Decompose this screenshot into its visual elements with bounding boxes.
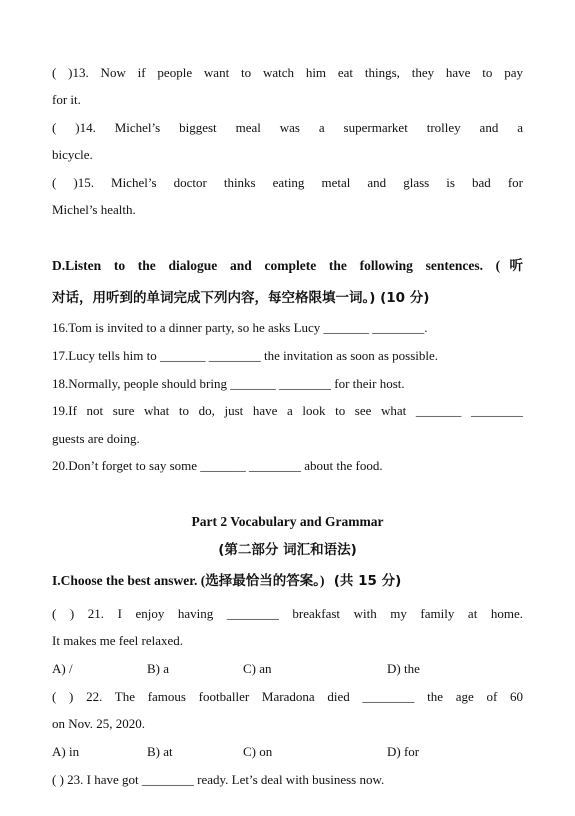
question-21-line-2: It makes me feel relaxed.	[52, 633, 184, 648]
question-21-line-1: ( ) 21. I enjoy having ________ breakfast with my family at home.	[52, 606, 523, 621]
part-2-title: Part 2 Vocabulary and Grammar	[191, 514, 384, 529]
part-2-subtitle: (第二部分 词汇和语法)	[218, 542, 357, 558]
question-14-line-1: ( )14. Michel’s biggest meal was a supermarket trolley and a	[52, 120, 523, 135]
section-i-heading	[52, 572, 523, 590]
question-13-line-2: for it.	[52, 92, 81, 107]
question-16: 16.Tom is invited to a dinner party, so he asks Lucy _______ ________.	[52, 320, 428, 335]
question-19-line-2: guests are doing.	[52, 431, 140, 446]
question-22-option-d: D) for	[387, 744, 420, 759]
question-22-option-b: B) at	[147, 744, 173, 759]
question-22-option-a: A) in	[52, 744, 80, 759]
question-19-line-1: 19.If not sure what to do, just have a look to see what _______ ________	[52, 403, 523, 418]
question-21-option-a: A) /	[52, 661, 73, 676]
question-13-line-1: ( )13. Now if people want to watch him eat things, they have to pay	[52, 65, 523, 80]
question-18: 18.Normally, people should bring _______ ________ for their host.	[52, 376, 405, 391]
section-d-heading-line-1: D.Listen to the dialogue and complete the following sentences. (听	[52, 258, 523, 273]
question-22-line-1: ( ) 22. The famous footballer Maradona died ________ the age of 60	[52, 689, 523, 704]
section-d-heading-line-2: 对话，用听到的单词完成下列内容，每空格限填一词。) (10 分)	[52, 290, 430, 306]
question-21-option-b: B) a	[147, 661, 170, 676]
question-22-option-c: C) on	[243, 744, 273, 759]
question-15-line-1: ( )15. Michel’s doctor thinks eating metal and glass is bad for	[52, 175, 523, 190]
question-17: 17.Lucy tells him to _______ ________ the invitation as soon as possible.	[52, 348, 439, 363]
question-14-line-2: bicycle.	[52, 147, 93, 162]
section-i-heading-en: I.Choose the best answer. (选择最恰当的答案。)	[52, 573, 325, 588]
question-23: ( ) 23. I have got ________ ready. Let’s deal with business now.	[52, 772, 385, 787]
question-21-option-d: D) the	[387, 661, 420, 676]
question-22-line-2: on Nov. 25, 2020.	[52, 716, 146, 731]
question-21-option-c: C) an	[243, 661, 272, 676]
question-15-line-2: Michel’s health.	[52, 202, 136, 217]
section-i-heading-score: (共 15 分)	[333, 573, 402, 589]
question-20: 20.Don’t forget to say some _______ ________ about the food.	[52, 458, 383, 473]
